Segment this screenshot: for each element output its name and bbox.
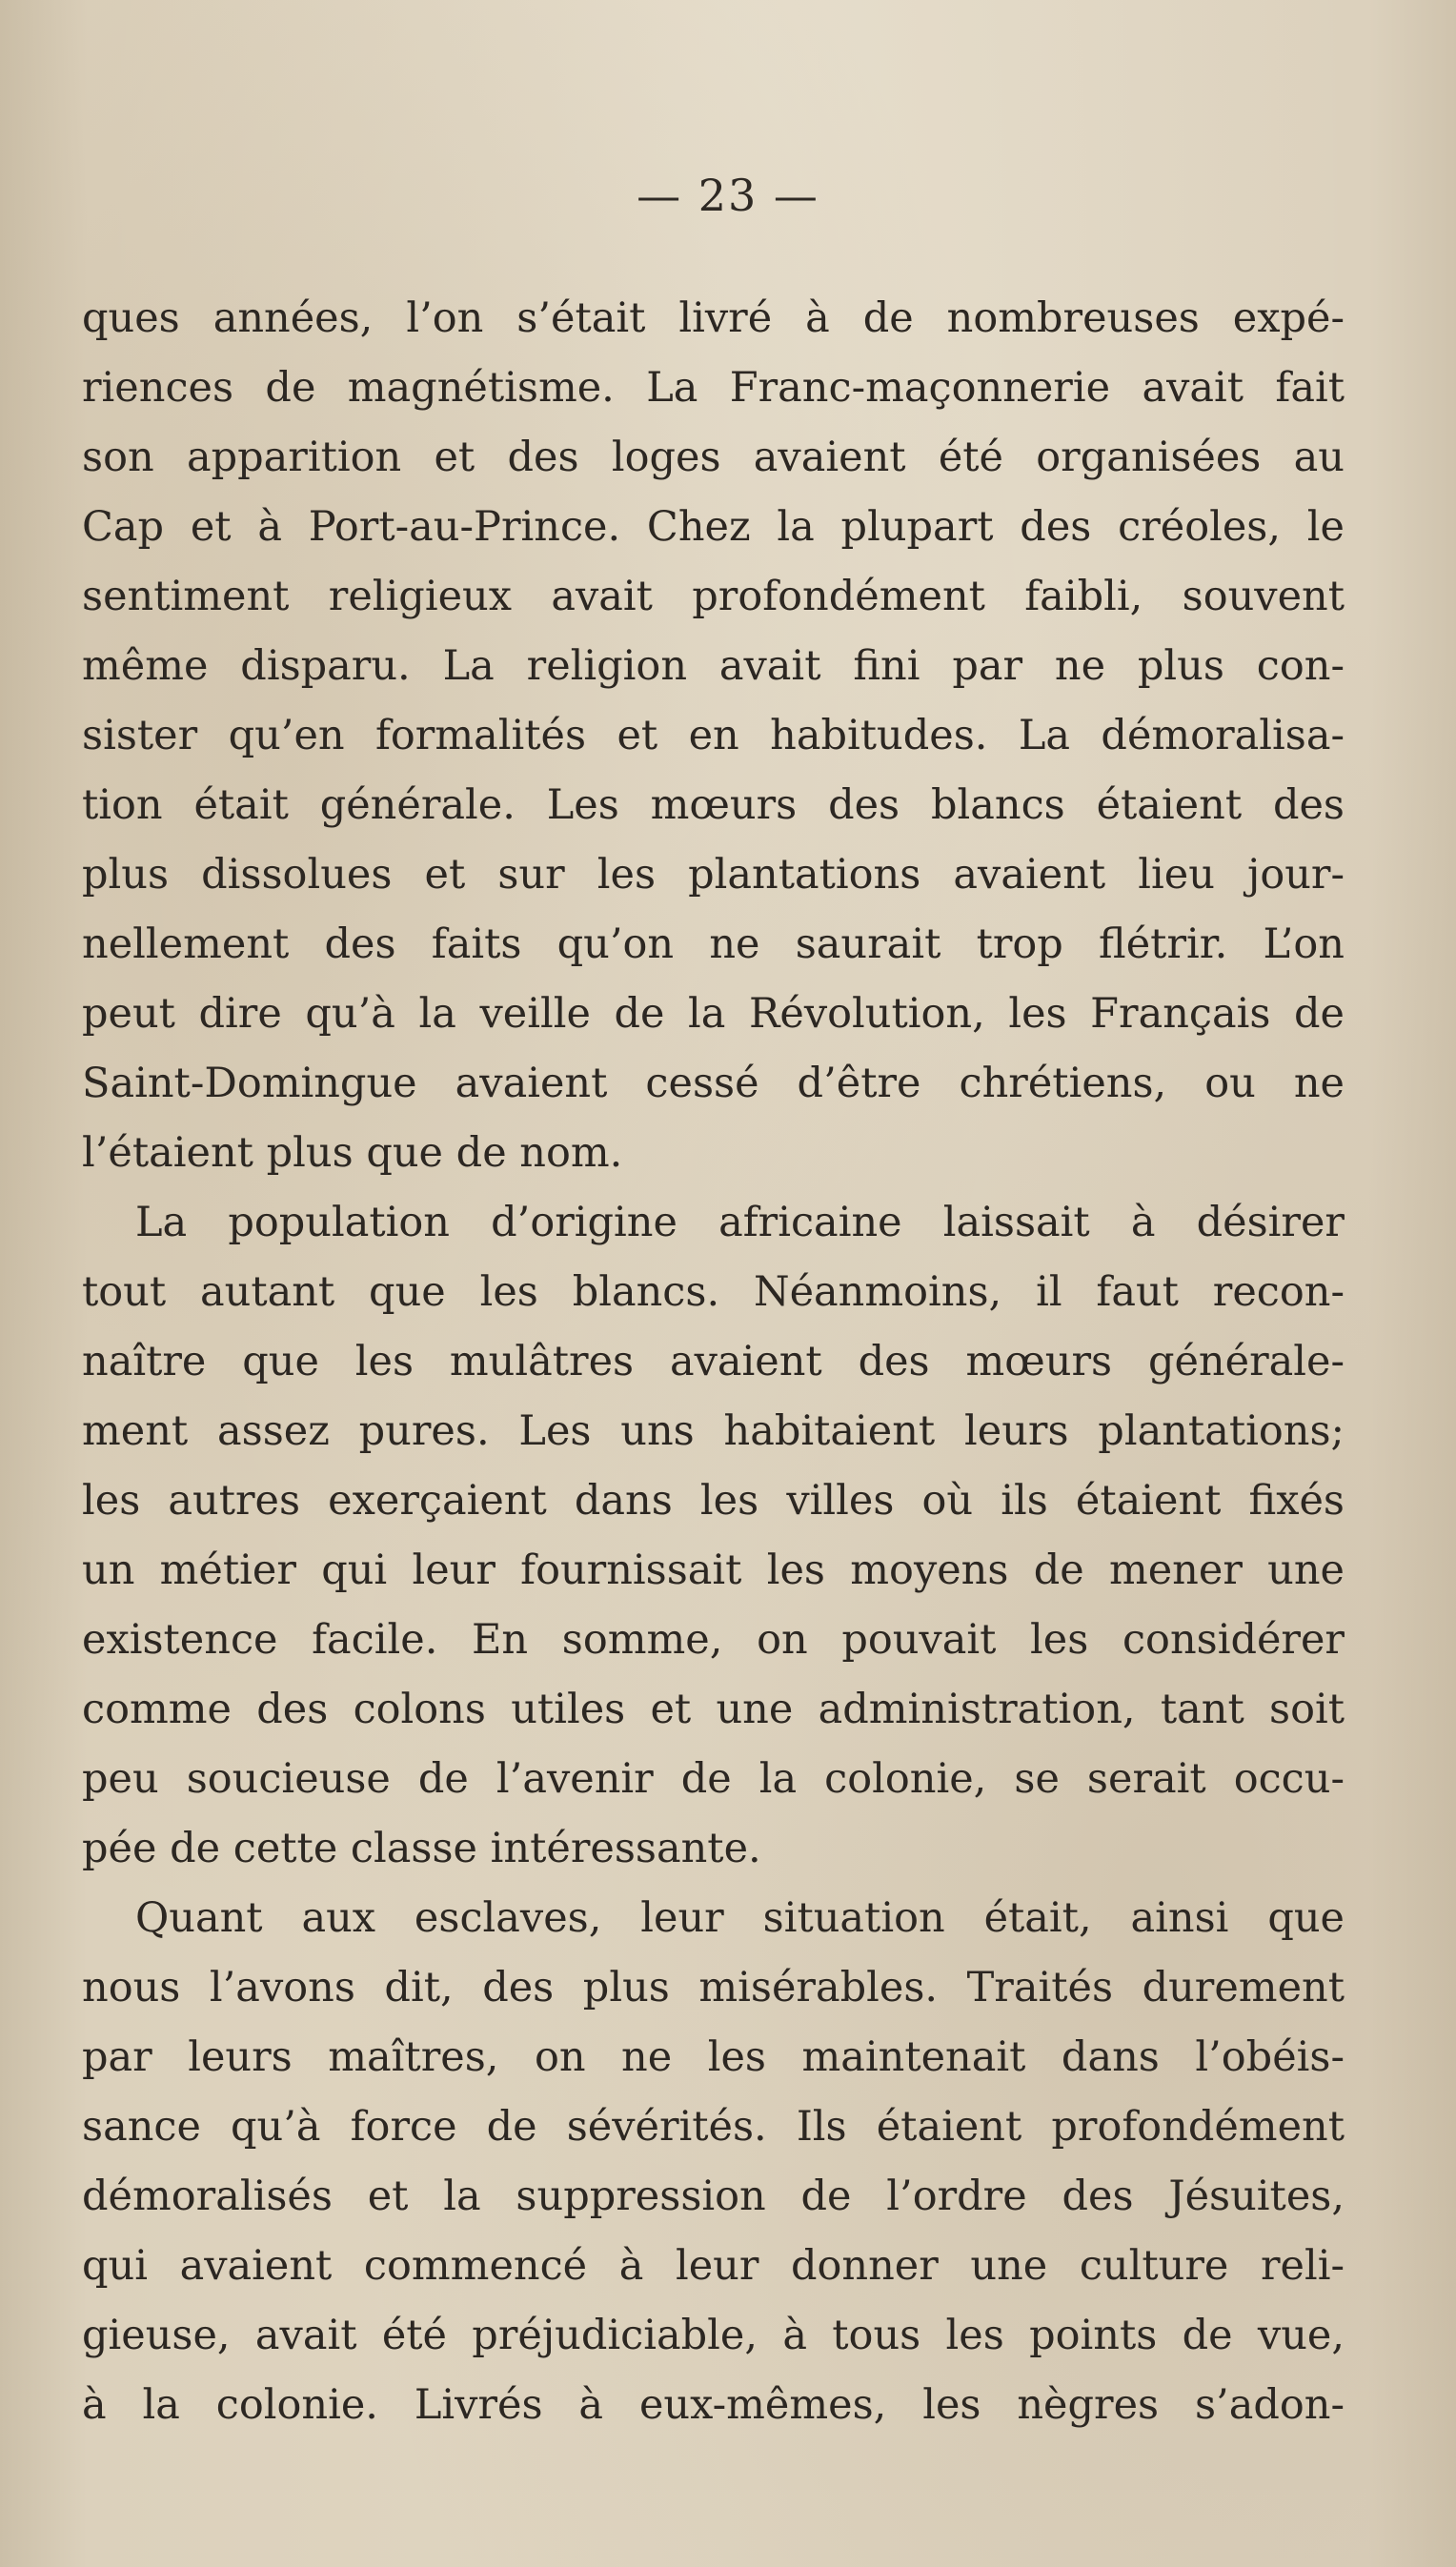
text-line: les autres exerçaient dans les villes où ils étaient fixés xyxy=(82,1477,1345,1525)
text-line: à la colonie. Livrés à eux-mêmes, les nègres s’adon- xyxy=(82,2381,1345,2429)
page-number: — 23 — xyxy=(637,170,819,221)
text-line: pée de cette classe intéressante. xyxy=(82,1825,761,1872)
text-line: son apparition et des loges avaient été organisées au xyxy=(82,434,1345,481)
text-line: sister qu’en formalités et en habitudes. La démoralisa- xyxy=(82,712,1345,759)
text-line: sance qu’à force de sévérités. Ils étaient profondément xyxy=(82,2103,1345,2151)
text-line: tion était générale. Les mœurs des blancs étaient des xyxy=(82,781,1345,829)
text-line: gieuse, avait été préjudiciable, à tous les points de vue, xyxy=(82,2312,1345,2359)
text-line: La population d’origine africaine laissait à désirer xyxy=(135,1199,1345,1246)
text-line: naître que les mulâtres avaient des mœurs générale- xyxy=(82,1338,1345,1385)
text-line: Quant aux esclaves, leur situation était, ainsi que xyxy=(135,1894,1345,1942)
text-line: plus dissolues et sur les plantations avaient lieu jour- xyxy=(82,851,1345,899)
text-line: peu soucieuse de l’avenir de la colonie, se serait occu- xyxy=(82,1755,1345,1803)
text-line: tout autant que les blancs. Néanmoins, il faut recon- xyxy=(82,1268,1345,1316)
text-line: démoralisés et la suppression de l’ordre des Jésuites, xyxy=(82,2173,1345,2220)
text-line: l’étaient plus que de nom. xyxy=(82,1129,623,1177)
text-line: nous l’avons dit, des plus misérables. Traités durement xyxy=(82,1964,1345,2011)
text-line: nellement des faits qu’on ne saurait trop flétrir. L’on xyxy=(82,920,1345,968)
text-line: par leurs maîtres, on ne les maintenait dans l’obéis- xyxy=(82,2033,1345,2081)
text-line: Saint-Domingue avaient cessé d’être chrétiens, ou ne xyxy=(82,1060,1345,1107)
text-line: Cap et à Port-au-Prince. Chez la plupart des créoles, le xyxy=(82,503,1345,551)
text-line: peut dire qu’à la veille de la Révolution, les Français de xyxy=(82,990,1345,1038)
body-text xyxy=(82,284,1345,2440)
text-line: ques années, l’on s’était livré à de nombreuses expé- xyxy=(82,294,1345,342)
text-line: même disparu. La religion avait fini par ne plus con- xyxy=(82,642,1345,690)
text-line: existence facile. En somme, on pouvait les considérer xyxy=(82,1616,1345,1664)
text-line: qui avaient commencé à leur donner une culture reli- xyxy=(82,2242,1345,2290)
text-line: riences de magnétisme. La Franc-maçonnerie avait fait xyxy=(82,364,1345,412)
text-line: ment assez pures. Les uns habitaient leurs plantations; xyxy=(82,1407,1345,1455)
text-line: sentiment religieux avait profondément faibli, souvent xyxy=(82,573,1345,620)
text-line: comme des colons utiles et une administration, tant soit xyxy=(82,1686,1345,1733)
text-line: un métier qui leur fournissait les moyens de mener une xyxy=(82,1546,1345,1594)
